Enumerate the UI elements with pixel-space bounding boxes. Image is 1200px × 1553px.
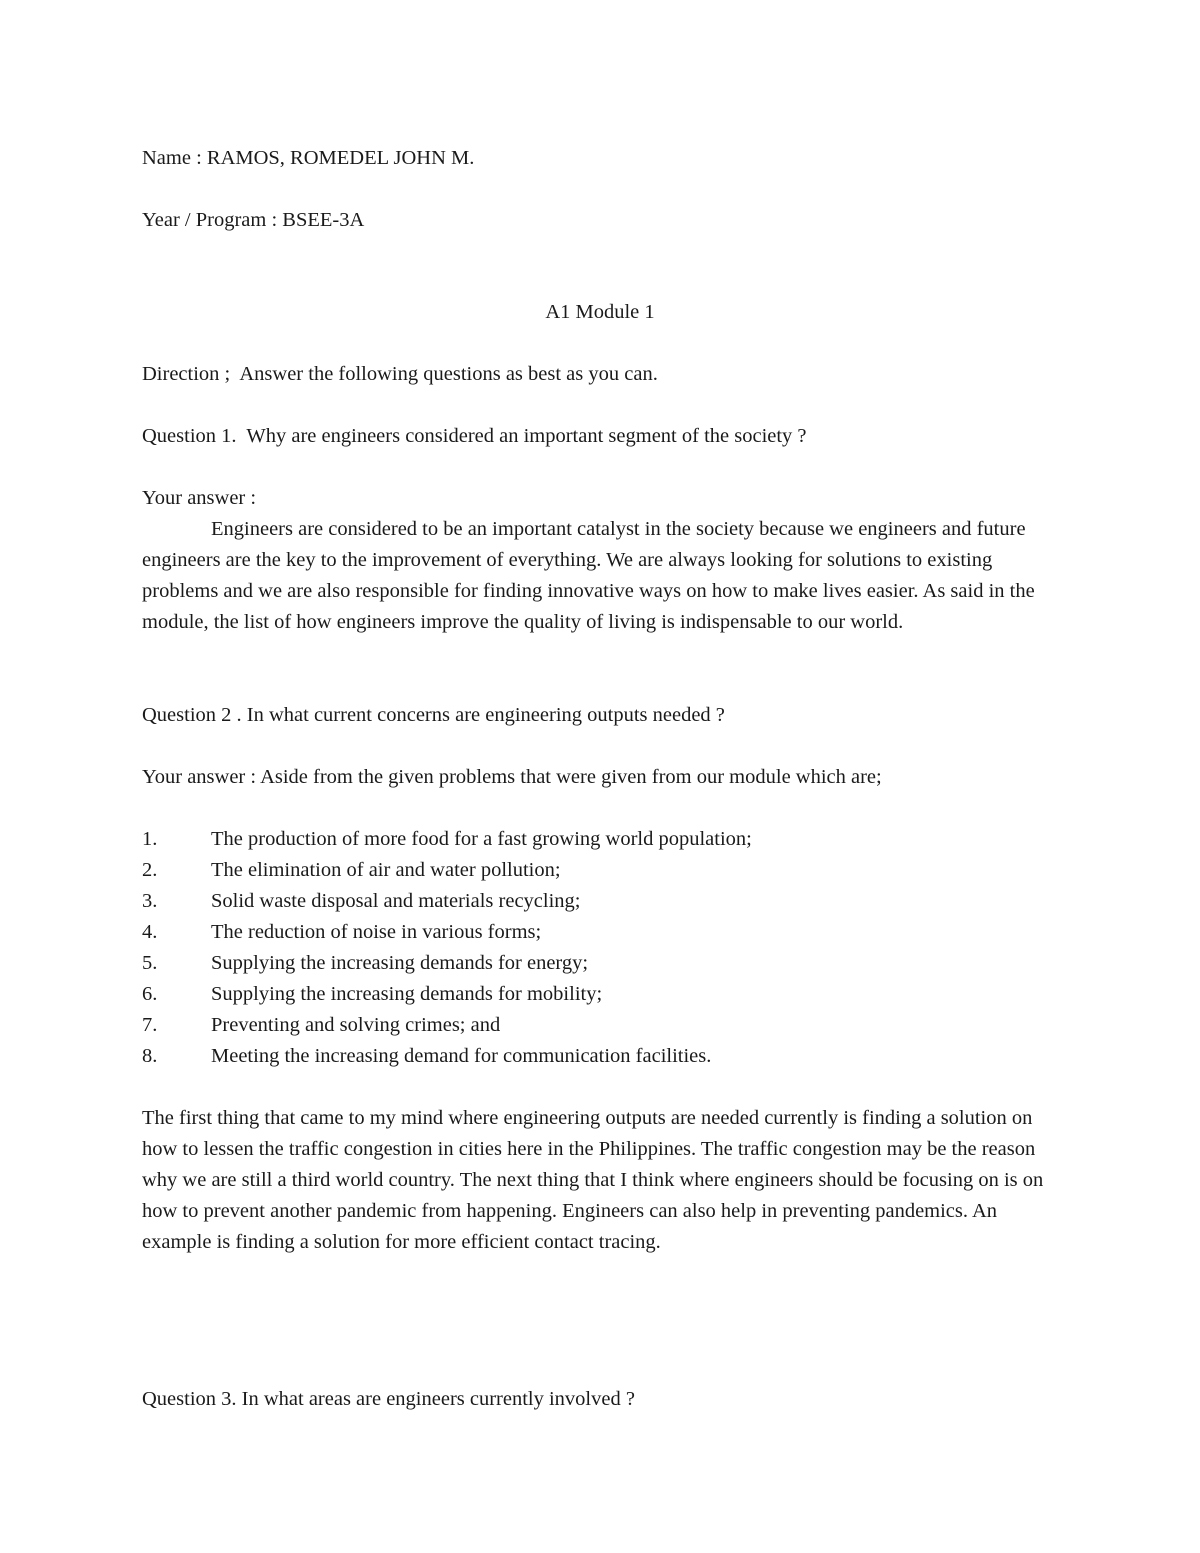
- question-2-answer-text: The first thing that came to my mind where engineering outputs are needed currently is finding a solution on how to lessen the traffic congestion in cities here in the Philippines. The traffic congestion may be the reason why we are still a third world country. The next thing that I think where engineers should be focusing on is on how to prevent another pandemic from happening. Engineers can also help in preventing pandemics. An example is finding a solution for more efficient contact tracing.: [142, 1107, 1044, 1253]
- list-item-text: The reduction of noise in various forms;: [211, 921, 542, 943]
- direction-text: Direction ; Answer the following questions as best as you can.: [142, 363, 658, 385]
- question-2-answer-intro: Your answer : Aside from the given problems that were given from our module which are;: [142, 766, 882, 788]
- list-item-number: 2.: [142, 859, 158, 881]
- list-item-number: 1.: [142, 828, 158, 850]
- question-2-prompt: Question 2 . In what current concerns are engineering outputs needed ?: [142, 704, 725, 726]
- list-item-number: 4.: [142, 921, 158, 943]
- year-program: Year / Program : BSEE-3A: [142, 209, 365, 231]
- question-1-prompt: Question 1. Why are engineers considered an important segment of the society ?: [142, 425, 807, 447]
- question-1-answer-label: Your answer :: [142, 487, 257, 509]
- list-item-text: Solid waste disposal and materials recycling;: [211, 890, 581, 912]
- question-3-prompt: Question 3. In what areas are engineers currently involved ?: [142, 1388, 635, 1410]
- list-item-text: The production of more food for a fast growing world population;: [211, 828, 752, 850]
- list-item-number: 3.: [142, 890, 158, 912]
- question-2-answer: [142, 1103, 1067, 1258]
- list-item-number: 7.: [142, 1014, 158, 1036]
- list-item-text: The elimination of air and water pollution;: [211, 859, 561, 881]
- list-item-text: Supplying the increasing demands for mobility;: [211, 983, 603, 1005]
- question-1-answer-text: Engineers are considered to be an important catalyst in the society because we engineers and future engineers are the key to the improvement of everything. We are always looking for solutions to existing problems and we are also responsible for finding innovative ways on how to make lives easier. As said in the module, the list of how engineers improve the quality of living is indispensable to our world.: [142, 518, 1035, 633]
- document-title: A1 Module 1: [545, 301, 655, 323]
- list-item-text: Preventing and solving crimes; and: [211, 1014, 501, 1036]
- list-item-number: 8.: [142, 1045, 158, 1067]
- question-1-answer: [142, 514, 1067, 638]
- student-name: Name : RAMOS, ROMEDEL JOHN M.: [142, 147, 475, 169]
- list-item-number: 6.: [142, 983, 158, 1005]
- list-item-text: Meeting the increasing demand for communication facilities.: [211, 1045, 712, 1067]
- list-item-number: 5.: [142, 952, 158, 974]
- list-item-text: Supplying the increasing demands for energy;: [211, 952, 589, 974]
